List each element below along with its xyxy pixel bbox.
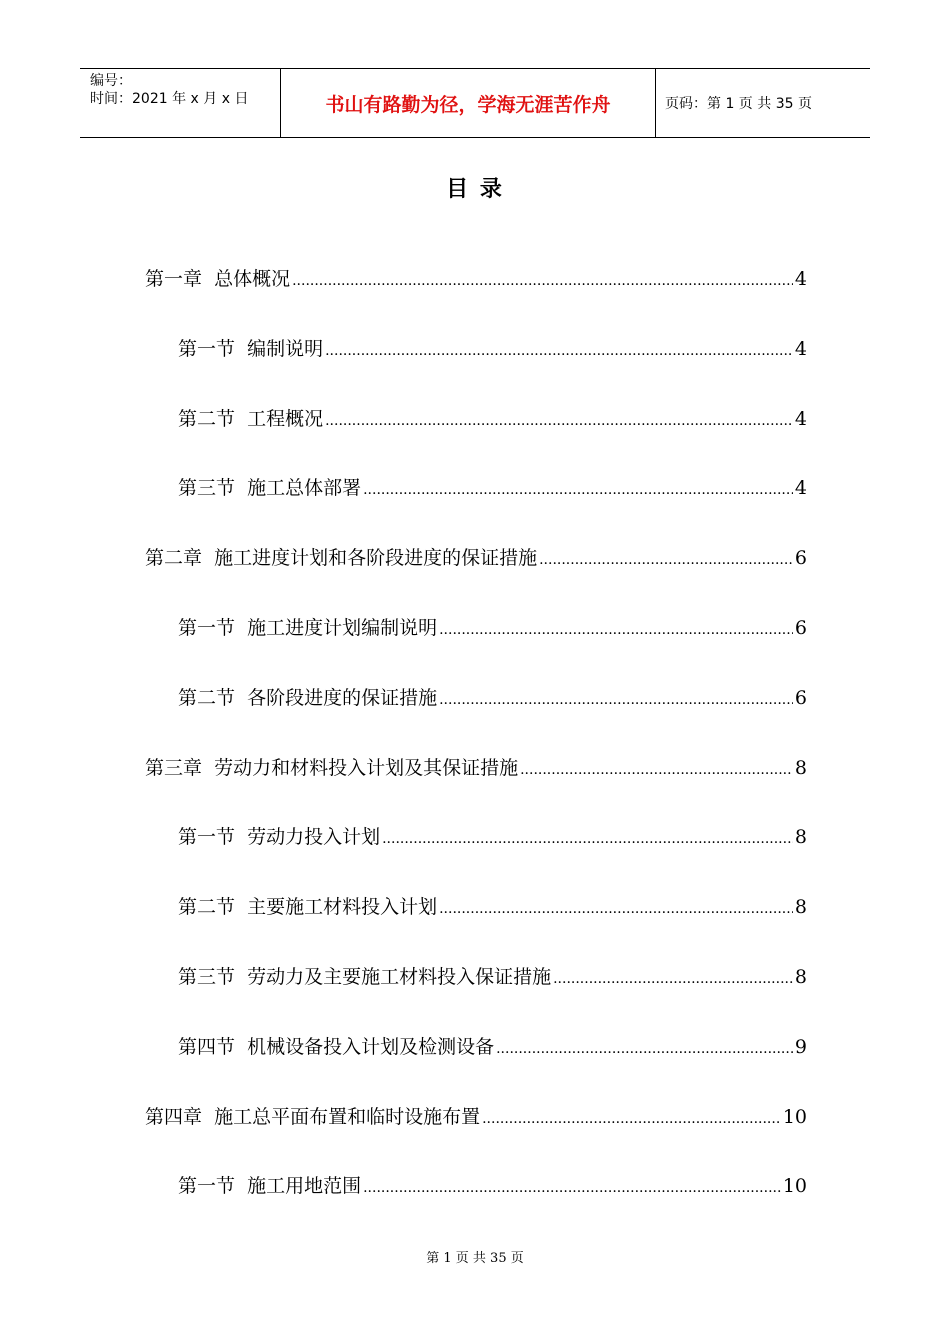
toc-entry-page: 10 [782, 1175, 807, 1198]
toc-leader-dots [482, 1111, 781, 1127]
toc-leader-dots [325, 343, 793, 359]
toc-leader-dots [363, 1180, 781, 1196]
toc-entry-page: 8 [794, 826, 807, 849]
toc-entry[interactable] [145, 1102, 807, 1130]
toc-entry-title: 施工进度计划和各阶段进度的保证措施 [214, 547, 538, 570]
toc-entry-title: 施工进度计划编制说明 [247, 617, 438, 639]
toc-entry[interactable] [178, 473, 807, 501]
toc-entry-number: 第二节 [178, 686, 248, 709]
document-header [80, 68, 870, 138]
toc-entry-title: 编制说明 [247, 337, 324, 360]
toc-entry[interactable] [178, 404, 807, 432]
header-motto: 书山有路勤为径，学海无涯苦作舟 [325, 93, 611, 116]
toc-entry-number: 第一节 [178, 617, 248, 639]
toc-leader-dots [553, 971, 793, 987]
toc-entry-number: 第二节 [178, 407, 248, 430]
toc-entry-page: 8 [794, 896, 807, 919]
header-number-label: 编号： [90, 73, 132, 89]
toc-entry-title: 施工总平面布置和临时设施布置 [214, 1105, 481, 1128]
toc-entry[interactable] [145, 264, 807, 292]
toc-leader-dots [325, 413, 793, 429]
toc-entry[interactable] [178, 1032, 807, 1060]
toc-entry-title: 施工总体部署 [247, 477, 362, 500]
toc-entry-number: 第三节 [178, 477, 248, 500]
toc-leader-dots [539, 552, 793, 568]
toc-entry-title: 主要施工材料投入计划 [247, 896, 438, 919]
toc-entry-number: 第四节 [178, 1035, 248, 1058]
toc-entry[interactable] [178, 892, 807, 920]
toc-entry-title: 各阶段进度的保证措施 [247, 686, 438, 709]
toc-entry-page: 8 [794, 966, 807, 988]
toc-leader-dots [520, 762, 793, 778]
page-footer: 第 1 页 共 35 页 [426, 1251, 524, 1266]
toc-entry-number: 第三节 [178, 966, 248, 988]
toc-entry-number: 第二节 [178, 896, 248, 919]
toc-entry[interactable] [178, 613, 807, 641]
toc-entry-page: 4 [794, 407, 807, 430]
toc-entry-number: 第四章 [145, 1105, 215, 1128]
header-time-label: 时间：2021 年 x 月 x 日 [90, 91, 249, 107]
toc-entry[interactable] [178, 334, 807, 362]
toc-entry-page: 6 [794, 617, 807, 639]
header-motto-cell [280, 69, 656, 137]
toc-entry-page: 9 [794, 1035, 807, 1058]
toc-entry-number: 第三章 [145, 756, 215, 779]
toc-entry-page: 6 [794, 547, 807, 570]
toc-entry[interactable] [178, 822, 807, 850]
toc-entry-title: 总体概况 [214, 268, 291, 290]
toc-entry-number: 第一节 [178, 826, 248, 849]
toc-entry-number: 第二章 [145, 547, 215, 570]
toc-leader-dots [382, 831, 793, 847]
toc-entry[interactable] [178, 683, 807, 711]
toc-entry[interactable] [178, 1171, 807, 1199]
toc-leader-dots [363, 482, 793, 498]
toc-entry-page: 6 [794, 686, 807, 709]
page-title: 目 录 [446, 177, 504, 202]
toc-entry-page: 10 [782, 1105, 807, 1128]
toc-entry[interactable] [178, 962, 807, 990]
toc-entry[interactable] [145, 753, 807, 781]
toc-entry-title: 劳动力投入计划 [247, 826, 381, 849]
toc-leader-dots [439, 622, 793, 638]
toc-entry-number: 第一节 [178, 337, 248, 360]
toc-leader-dots [496, 1041, 793, 1057]
toc-entry[interactable] [145, 543, 807, 571]
toc-entry-title: 劳动力和材料投入计划及其保证措施 [214, 756, 519, 779]
toc-entry-title: 劳动力及主要施工材料投入保证措施 [247, 966, 552, 988]
toc-entry-page: 4 [794, 477, 807, 500]
header-page-info: 页码：第 1 页 共 35 页 [665, 96, 812, 112]
toc-leader-dots [292, 273, 793, 289]
toc-entry-page: 8 [794, 756, 807, 779]
toc-entry-title: 施工用地范围 [247, 1175, 362, 1198]
header-meta [80, 69, 280, 137]
toc-entry-title: 工程概况 [247, 407, 324, 430]
toc-leader-dots [439, 901, 793, 917]
toc-entry-title: 机械设备投入计划及检测设备 [247, 1035, 495, 1058]
toc-leader-dots [439, 692, 793, 708]
toc-entry-page: 4 [794, 337, 807, 360]
toc-entry-page: 4 [794, 268, 807, 290]
toc-entry-number: 第一章 [145, 268, 215, 290]
toc-entry-number: 第一节 [178, 1175, 248, 1198]
